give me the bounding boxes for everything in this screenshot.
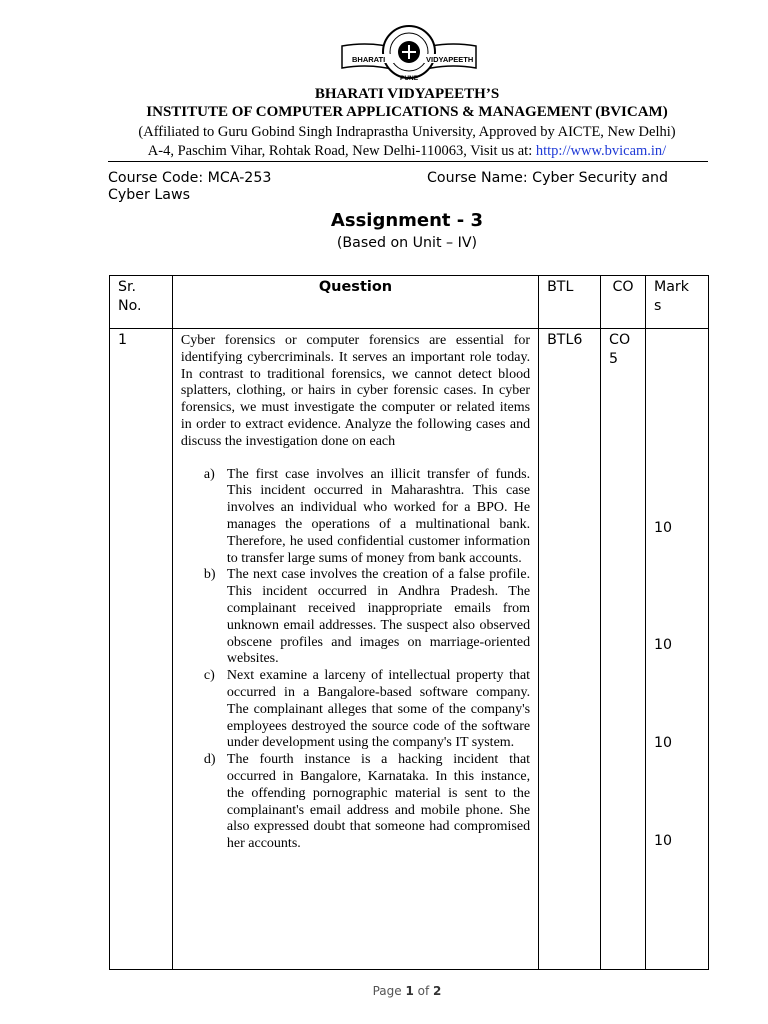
org-name: BHARATI VIDYAPEETH’S	[314, 86, 500, 102]
svg-text:PUNE: PUNE	[400, 75, 419, 82]
page-number: 1	[405, 984, 414, 998]
page-total: 2	[433, 984, 442, 998]
question-part-b	[181, 567, 530, 668]
header-sr-no: Sr. No.	[110, 276, 173, 329]
row-marks	[646, 329, 709, 970]
part-text: The first case involves an illicit transfer of funds. This incident occurred in Maharashtra. This case involves an individual who worked for a BPO. He manages the operations of a multinational bank. Therefore, he used confidential customer information to transfer large sums of money from bank accounts.	[226, 466, 531, 566]
part-text: The next case involves the creation of a false profile. This incident occurred in Andhra Pradesh. The complainant received inappropriate emails from unknown email addresses. The suspect also observed obscene profiles and images on marriage-oriented websites.	[226, 567, 531, 667]
website-link[interactable]: http://www.bvicam.in/	[535, 143, 667, 159]
svg-text:BHARATI: BHARATI	[352, 55, 386, 64]
mark-part-a: 10	[654, 520, 673, 536]
question-part-d	[181, 752, 530, 853]
part-label: d)	[203, 752, 216, 768]
bvicam-logo	[336, 22, 482, 88]
part-label: c)	[203, 668, 215, 684]
row-question	[172, 329, 538, 970]
assignment-subtitle: (Based on Unit – IV)	[336, 235, 478, 251]
address-line	[0, 143, 768, 160]
row-btl: BTL6	[539, 329, 601, 970]
page-of: of	[413, 984, 434, 998]
part-text: The fourth instance is a hacking incident that occurred in Bangalore, Karnataka. In this instance, the offending pornographic material is sent to the complainant's email address and mobile phone. She also expressed doubt that someone had compromised her accounts.	[226, 752, 531, 852]
part-text: Next examine a larceny of intellectual property that occurred in a Bangalore-based software company. The complainant alleges that some of the company's employees destroyed the source code of the software under development using the company's IT system.	[226, 668, 531, 751]
header-btl: BTL	[539, 276, 601, 329]
mark-part-b: 10	[654, 637, 673, 653]
assignment-title: Assignment - 3	[330, 210, 484, 231]
page-prefix: Page	[372, 984, 406, 998]
row-co: CO 5	[601, 329, 646, 970]
affiliation-line: (Affiliated to Guru Gobind Singh Indraprastha University, Approved by AICTE, New Delhi)	[138, 124, 676, 140]
header-co: CO	[601, 276, 646, 329]
course-name-continued: Cyber Laws	[108, 187, 190, 203]
question-intro: Cyber forensics or computer forensics are essential for identifying cybercriminals. It serves an important role today. In contrast to traditional forensics, we cannot detect blood splatters, clothing, or hairs in cyber forensic cases. In cyber forensics, we must investigate the computer or related items in order to extract evidence. Analyze the following cases and discuss the investigation done on each	[180, 333, 531, 449]
question-parts	[181, 467, 530, 853]
question-part-c	[181, 668, 530, 752]
svg-text:VIDYAPEETH: VIDYAPEETH	[426, 55, 474, 64]
part-label: b)	[203, 567, 216, 583]
question-part-a	[181, 467, 530, 568]
table-header-row	[110, 276, 709, 329]
header-question: Question	[172, 276, 538, 329]
table-row	[110, 329, 709, 970]
question-table	[109, 275, 709, 970]
institute-name: INSTITUTE OF COMPUTER APPLICATIONS & MANAGEMENT (BVICAM)	[146, 104, 668, 120]
course-name: Course Name: Cyber Security and	[427, 170, 669, 186]
part-label: a)	[203, 466, 215, 482]
header-divider	[108, 161, 708, 162]
mark-part-c: 10	[654, 735, 673, 751]
page-footer	[0, 984, 768, 998]
address-text: A-4, Paschim Vihar, Rohtak Road, New Delhi-110063, Visit us at:	[147, 143, 536, 159]
header-marks: Mark s	[646, 276, 709, 329]
mark-part-d: 10	[654, 833, 673, 849]
course-code: Course Code: MCA-253	[108, 170, 272, 186]
row-sr-no: 1	[110, 329, 173, 970]
course-info	[108, 170, 708, 204]
